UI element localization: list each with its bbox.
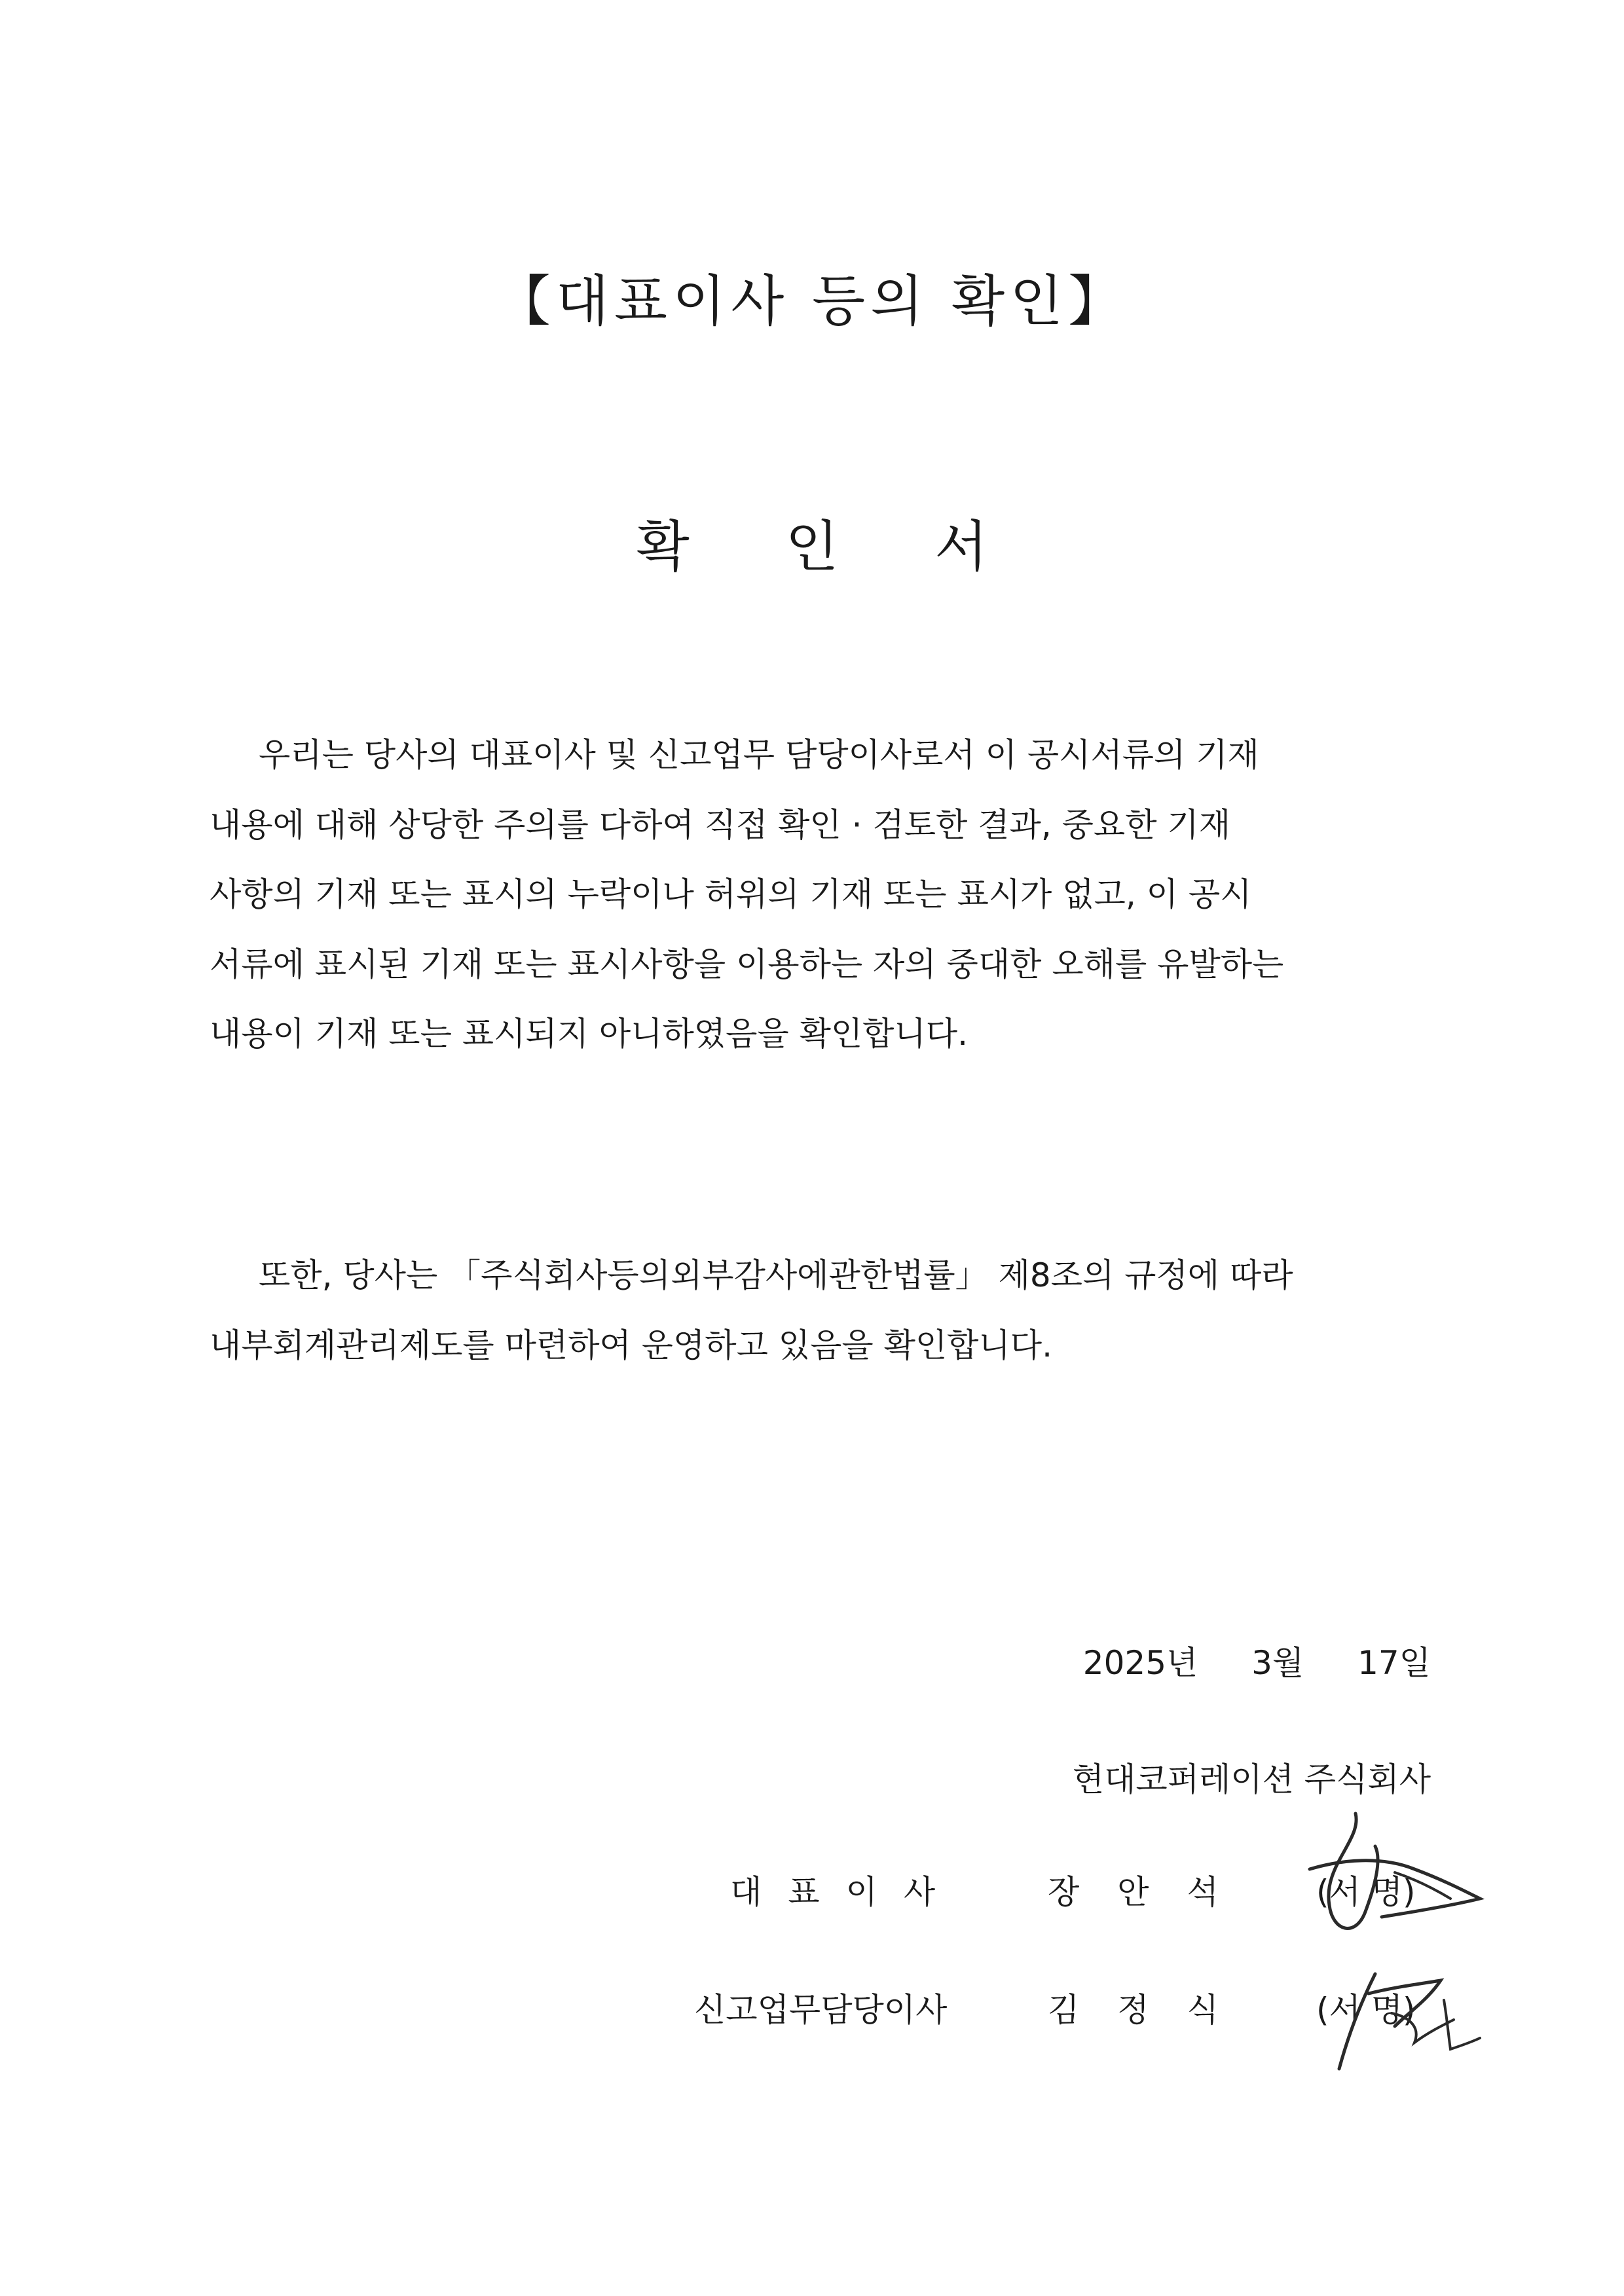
paragraph-line: 내용에 대해 상당한 주의를 다하여 직접 확인 · 검토한 결과, 중요한 기재 [210,805,1231,844]
ceo-signature-icon [1283,1807,1493,1951]
date-month: 3월 [1251,1644,1304,1682]
signer-name: 김정식 [1048,1991,1257,2029]
signer-name: 장안석 [1048,1873,1257,1911]
paragraph-line: 또한, 당사는 「주식회사등의외부감사에관한법률」 제8조의 규정에 따라 [259,1256,1293,1294]
signature-label: (서 명) [1316,1873,1416,1911]
confirmation-paragraph [210,720,1441,1069]
paragraph-line: 사항의 기재 또는 표시의 누락이나 허위의 기재 또는 표시가 없고, 이 공시 [210,875,1252,913]
signer-title: 신고업무담당이사 [694,1991,948,2029]
date-year: 2025년 [1082,1644,1198,1682]
paragraph-line: 우리는 당사의 대표이사 및 신고업무 담당이사로서 이 공시서류의 기재 [259,736,1259,774]
signature-label: (서 명) [1316,1991,1416,2029]
paragraph-line: 내부회계관리제도를 마련하여 운영하고 있음을 확인합니다. [210,1326,1052,1364]
paragraph-line: 서류에 표시된 기재 또는 표시사항을 이용하는 자의 중대한 오해를 유발하는 [210,945,1284,983]
document-title: 확 인 서 [636,515,1027,579]
company-name: 현대코퍼레이션 주식회사 [1072,1760,1431,1798]
paragraph-line: 내용이 기재 또는 표시되지 아니하였음을 확인합니다. [210,1015,968,1053]
internal-control-paragraph [210,1241,1441,1380]
section-heading: 【대표이사 등의 확인】 [495,269,1129,333]
signer-title: 대표이사 [730,1873,962,1911]
date-day: 17일 [1357,1644,1431,1682]
document-date [1083,1637,1431,1689]
officer-signature-icon [1329,1954,1486,2079]
